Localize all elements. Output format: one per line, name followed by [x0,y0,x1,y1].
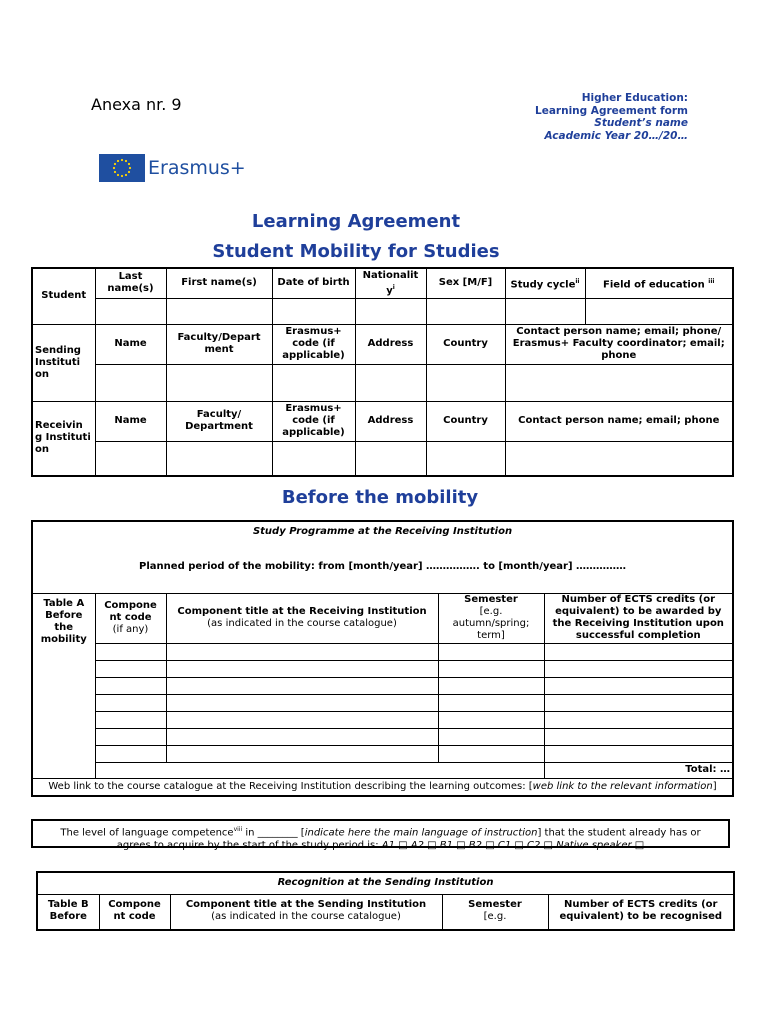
col-last-name: Last name(s) [95,268,166,298]
col-component-title: Component title at the Receiving Institution (as indicated in the course catalogue) [166,593,438,643]
input-cell[interactable] [355,364,426,401]
header-info [470,92,688,142]
col-country: Country [426,324,505,364]
input-cell[interactable] [166,728,438,745]
section-title: Before the mobility [281,487,479,508]
input-cell[interactable] [166,711,438,728]
logo-text: Erasmus+ [148,157,246,179]
input-cell[interactable] [438,728,544,745]
input-cell[interactable] [166,364,272,401]
input-cell[interactable] [95,694,166,711]
input-cell[interactable] [544,694,733,711]
col-component-title: Component title at the Sending Institution (as indicated in the course catalogue) [170,894,442,930]
col-contact-person: Contact person name; email; phone [505,401,733,441]
col-name: Name [95,324,166,364]
receiving-institution-label: Receivin g Instituti on [32,401,95,476]
input-cell[interactable] [95,441,166,476]
input-cell[interactable] [426,441,505,476]
input-cell[interactable] [272,441,355,476]
table-b-caption: Recognition at the Sending Institution [37,872,734,894]
col-address: Address [355,401,426,441]
input-cell[interactable] [166,694,438,711]
input-cell[interactable] [585,298,733,324]
input-cell[interactable] [544,711,733,728]
table-b-label: Table B Before [37,894,99,930]
input-cell[interactable] [272,364,355,401]
col-erasmus-code: Erasmus+ code (if applicable) [272,401,355,441]
col-faculty: Faculty/Depart ment [166,324,272,364]
input-cell[interactable] [438,745,544,762]
input-cell[interactable] [166,643,438,660]
header-line: Student’s name [594,117,688,129]
col-name: Name [95,401,166,441]
annex-number: Anexa nr. 9 [91,95,182,114]
input-cell[interactable] [505,364,733,401]
planned-period: Planned period of the mobility: from [month/year] ……………. to [month/year] …………… [32,541,733,593]
input-cell[interactable] [426,364,505,401]
language-line-2: agrees to acquire by the start of the study period is: A1 □ A2 □ B1 □ B2 □ C1 □ C2 □ Native speaker □ [116,840,645,852]
input-cell[interactable] [438,677,544,694]
input-cell[interactable] [438,660,544,677]
col-study-cycle: Study cycle$^{ii}$ [505,268,585,298]
input-cell[interactable] [355,441,426,476]
input-cell[interactable] [95,643,166,660]
col-country: Country [426,401,505,441]
input-cell[interactable] [95,745,166,762]
input-cell[interactable] [95,660,166,677]
input-cell[interactable] [95,298,166,324]
col-address: Address [355,324,426,364]
language-line-1: The level of language competence$^{viii}$ in ________ [indicate here the main language of instruction] that the student already has or [60,826,701,839]
input-cell[interactable] [544,660,733,677]
col-first-name: First name(s) [166,268,272,298]
col-nationality: Nationalit $y^i$ [355,268,426,298]
col-erasmus-code: Erasmus+ code (if applicable) [272,324,355,364]
input-cell[interactable] [166,660,438,677]
input-cell[interactable] [438,694,544,711]
col-semester: Semester [e.g. [442,894,548,930]
col-date-of-birth: Date of birth [272,268,355,298]
weblink-row: Web link to the course catalogue at the Receiving Institution describing the learning outcomes: [web link to the relevant information] [32,778,733,796]
input-cell[interactable] [544,745,733,762]
input-cell[interactable] [166,298,272,324]
input-cell[interactable] [544,677,733,694]
header-line: Higher Education: [581,92,688,104]
header-line: Learning Agreement form [535,104,688,117]
input-cell[interactable] [505,441,733,476]
col-field-of-education: Field of education $^{iii}$ [585,268,733,298]
input-cell[interactable] [166,441,272,476]
col-sex: Sex [M/F] [426,268,505,298]
language-levels[interactable]: A1 □ A2 □ B1 □ B2 □ C1 □ C2 □ Native speaker □ [381,840,645,852]
input-cell[interactable] [544,643,733,660]
input-cell[interactable] [355,298,426,324]
col-semester: Semester [e.g. autumn/spring; term] [438,593,544,643]
table-b [36,871,735,931]
input-cell[interactable] [426,298,505,324]
student-info-table [31,267,734,477]
document-title: Learning Agreement [251,211,461,232]
input-cell[interactable] [95,728,166,745]
input-cell[interactable] [438,711,544,728]
input-cell[interactable] [505,298,585,324]
erasmus-logo [99,154,246,182]
input-cell[interactable] [95,711,166,728]
input-cell[interactable] [166,677,438,694]
input-cell[interactable] [95,677,166,694]
document-subtitle: Student Mobility for Studies [212,241,500,262]
input-cell[interactable] [544,728,733,745]
table-a-caption: Study Programme at the Receiving Institution [32,521,733,541]
sending-institution-label: Sending Instituti on [32,324,95,401]
language-competence-box [31,819,730,852]
input-cell[interactable] [166,745,438,762]
col-ects-credits: Number of ECTS credits (or equivalent) to be recognised [548,894,734,930]
eu-flag-icon [99,154,145,182]
col-component-code: Compone nt code [99,894,170,930]
student-label: Student [32,268,95,324]
table-a [31,520,734,797]
input-cell[interactable] [272,298,355,324]
col-faculty: Faculty/ Department [166,401,272,441]
col-contact-person: Contact person name; email; phone/ Erasmus+ Faculty coordinator; email; phone [505,324,733,364]
total-label: Total: … [544,762,733,778]
col-component-code: Compone nt code (if any) [95,593,166,643]
table-a-label: Table A Before the mobility [32,593,95,778]
input-cell[interactable] [438,643,544,660]
col-ects-credits: Number of ECTS credits (or equivalent) to be awarded by the Receiving Institution upon successful completion [544,593,733,643]
header-line: Academic Year 20…/20… [544,129,688,142]
input-cell[interactable] [95,364,166,401]
